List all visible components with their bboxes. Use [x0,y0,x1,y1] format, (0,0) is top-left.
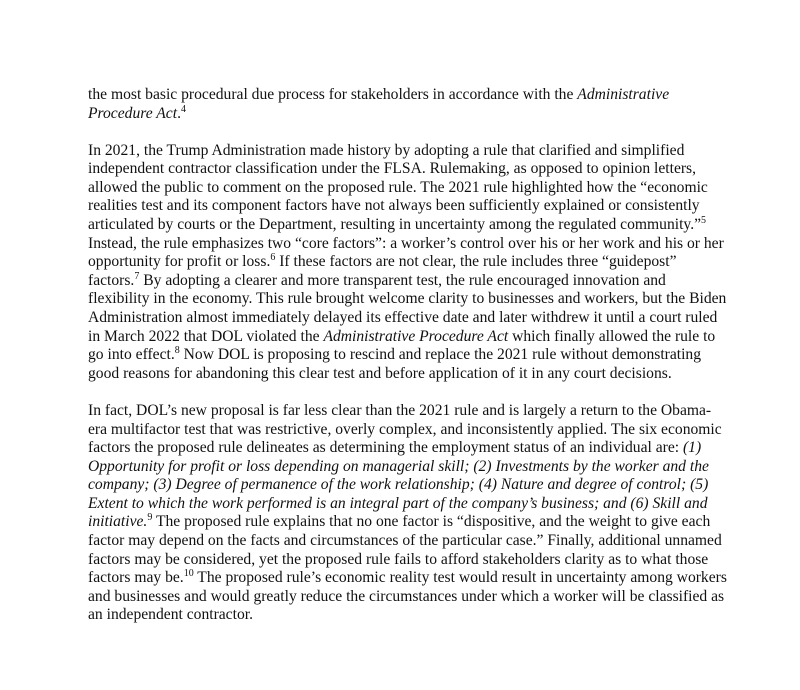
text-run-italic: Administrative Procedure Act [323,327,509,345]
text-run: the most basic procedural due process for stakeholders in accordance with the [88,86,578,103]
footnote-ref[interactable]: 4 [180,103,186,115]
text-run: . [177,104,181,122]
text-run-italic: Administrative Procedure Act [88,86,670,122]
footnote-ref[interactable]: 6 [270,252,276,264]
text-run: In fact, DOL’s new proposal is far less clear than the 2021 rule and is largely a return to the Obama-era multifactor test that was restrictive, overly complex, and inconsistently applied. The six economic factors the proposed rule delineates as determining the employment status of an individual are: [88,401,722,457]
text-run: If these factors are not clear, the rule includes three “guidepost” factors. [88,253,677,289]
text-run: In 2021, the Trump Administration made history by adopting a rule that clarified and simplified independent contractor classification under the FLSA. Rulemaking, as opposed to opinion letters, allowed the public to comment on the proposed rule. The 2021 rule highlighted how the “economic realities test and its component factors have not always been sufficiently explained or consistently articulated by courts or the Department, resulting in uncertainty among the regulated community.” [88,141,708,234]
text-run: By adopting a clearer and more transparent test, the rule encouraged innovation and flexibility in the economy. This rule brought welcome clarity to businesses and workers, but the Biden Administration almost immediately delayed its effective date and later withdrew it until a court ruled in March 2022 that DOL violated the [88,271,727,345]
text-run: which finally allowed the rule to go into effect. [88,327,716,364]
footnote-ref[interactable]: 9 [147,512,153,524]
paragraph-2 [88,142,728,384]
text-run: Instead, the rule emphasizes two “core factors”: a worker’s control over his or her work and his or her opportunity for profit or loss. [88,234,724,271]
text-run: The proposed rule explains that no one factor is “dispositive, and the weight to give each factor may depend on the facts and circumstances of the particular case.” Finally, additional unnamed factors may be considered, yet the proposed rule fails to afford stakeholders clarity as to what those factors may be. [88,513,722,587]
text-run: Now DOL is proposing to rescind and replace the 2021 rule without demonstrating good reasons for abandoning this clear test and before application of it in any court decisions. [88,346,702,382]
paragraph-3 [88,402,728,625]
document-body [88,86,728,625]
text-run: The proposed rule’s economic reality test would result in uncertainty among workers and businesses and would greatly reduce the circumstances under which a worker will be classified as an independent contractor. [88,569,727,624]
text-run-italic: (1) Opportunity for profit or loss depending on managerial skill; (2) Investments by the worker and the company; (3) Degree of permanence of the work relationship; (4) Nature and degree of control; (5) Extent to which the work performed is an integral part of the company’s business; and (6) Skill and initiative. [88,439,709,531]
footnote-ref[interactable]: 7 [134,270,140,282]
paragraph-1 [88,86,728,123]
footnote-ref[interactable]: 5 [701,215,707,227]
footnote-ref[interactable]: 10 [183,568,194,580]
footnote-ref[interactable]: 8 [174,345,180,357]
